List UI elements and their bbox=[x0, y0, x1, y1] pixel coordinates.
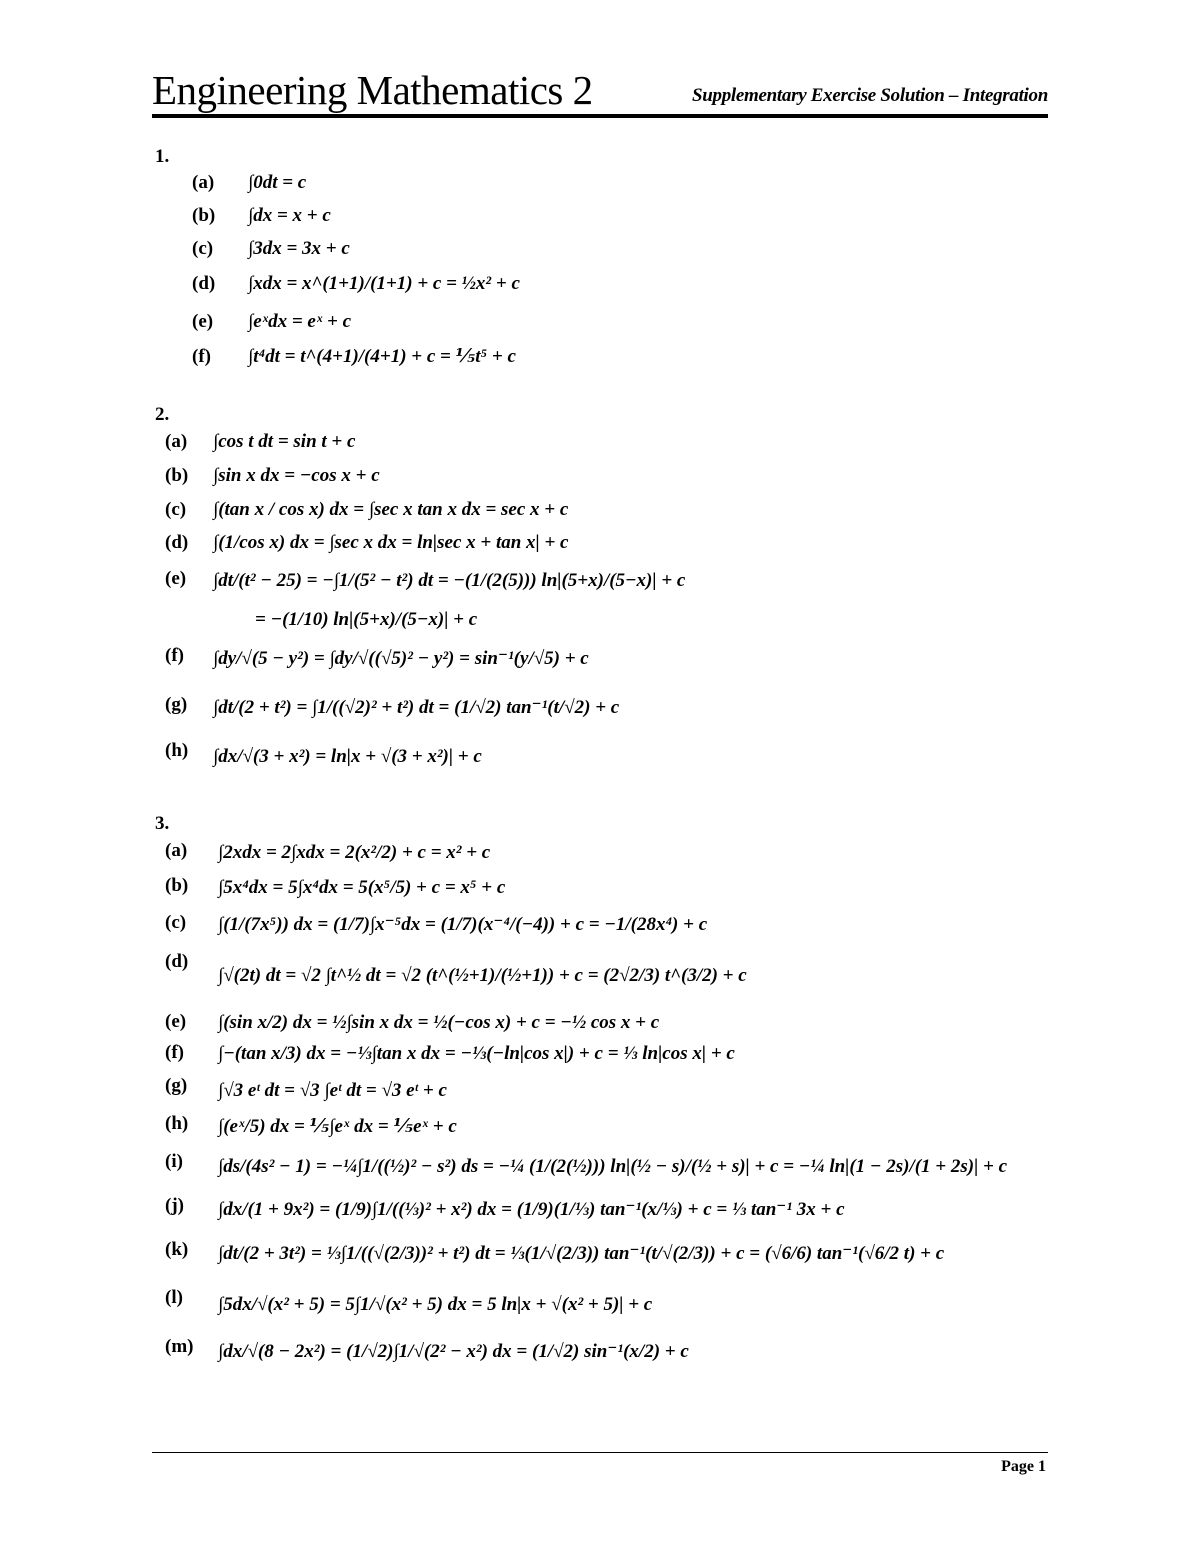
document-title: Engineering Mathematics 2 bbox=[152, 67, 593, 113]
equation: ∫√3 eᵗ dt = √3 ∫eᵗ dt = √3 eᵗ + c bbox=[218, 1080, 447, 1101]
item-label: (a) bbox=[165, 431, 188, 452]
equation: ∫xdx = x^(1+1)/(1+1) + c = ½x² + c bbox=[248, 273, 520, 294]
item-label: (j) bbox=[165, 1195, 184, 1216]
item-label: (d) bbox=[165, 951, 189, 972]
equation: ∫dx = x + c bbox=[248, 205, 331, 226]
item-label: (e) bbox=[165, 568, 187, 589]
item-label: (k) bbox=[165, 1239, 189, 1260]
item-label: (c) bbox=[192, 238, 214, 259]
item-label: (l) bbox=[165, 1287, 183, 1308]
equation: ∫dt/(t² − 25) = −∫1/(5² − t²) dt = −(1/(2(5))) ln|(5+x)/(5−x)| + c bbox=[213, 570, 686, 591]
equation: ∫(sin x/2) dx = ½∫sin x dx = ½(−cos x) + c = −½ cos x + c bbox=[218, 1012, 660, 1033]
equation: ∫dy/√(5 − y²) = ∫dy/√((√5)² − y²) = sin⁻¹(y/√5) + c bbox=[213, 648, 589, 669]
item-label: (d) bbox=[165, 532, 189, 553]
item-label: (i) bbox=[165, 1151, 183, 1172]
equation: ∫(eˣ/5) dx = ⅕∫eˣ dx = ⅕eˣ + c bbox=[218, 1116, 457, 1137]
equation: ∫(1/cos x) dx = ∫sec x dx = ln|sec x + tan x| + c bbox=[213, 532, 569, 553]
item-label: (a) bbox=[165, 840, 188, 861]
item-label: (b) bbox=[165, 875, 189, 896]
item-label: (c) bbox=[165, 499, 187, 520]
equation: ∫cos t dt = sin t + c bbox=[213, 431, 356, 452]
equation: ∫dt/(2 + t²) = ∫1/((√2)² + t²) dt = (1/√2) tan⁻¹(t/√2) + c bbox=[213, 697, 620, 718]
equation: ∫2xdx = 2∫xdx = 2(x²/2) + c = x² + c bbox=[218, 842, 491, 863]
item-label: (f) bbox=[165, 1042, 184, 1063]
footer-rule bbox=[152, 1452, 1048, 1453]
item-label: (h) bbox=[165, 1113, 189, 1134]
item-label: (b) bbox=[165, 465, 189, 486]
section-2-number: 2. bbox=[155, 404, 170, 425]
page-header bbox=[152, 66, 1048, 120]
item-label: (b) bbox=[192, 205, 216, 226]
equation: ∫dx/√(8 − 2x²) = (1/√2)∫1/√(2² − x²) dx = (1/√2) sin⁻¹(x/2) + c bbox=[218, 1341, 689, 1362]
item-label: (f) bbox=[192, 346, 211, 367]
equation: ∫dx/(1 + 9x²) = (1/9)∫1/((⅓)² + x²) dx = (1/9)(1/⅓) tan⁻¹(x/⅓) + c = ⅓ tan⁻¹ 3x + c bbox=[218, 1199, 845, 1220]
equation: ∫−(tan x/3) dx = −⅓∫tan x dx = −⅓(−ln|cos x|) + c = ⅓ ln|cos x| + c bbox=[218, 1043, 735, 1064]
item-label: (f) bbox=[165, 645, 184, 666]
item-label: (g) bbox=[165, 694, 188, 715]
equation: ∫5x⁴dx = 5∫x⁴dx = 5(x⁵/5) + c = x⁵ + c bbox=[218, 877, 506, 898]
equation: ∫(tan x / cos x) dx = ∫sec x tan x dx = sec x + c bbox=[213, 499, 569, 520]
equation: ∫sin x dx = −cos x + c bbox=[213, 465, 380, 486]
item-label: (m) bbox=[165, 1336, 194, 1357]
document-subtitle: Supplementary Exercise Solution – Integration bbox=[692, 85, 1048, 106]
equation: ∫t⁴dt = t^(4+1)/(4+1) + c = ⅕t⁵ + c bbox=[248, 346, 516, 367]
item-label: (e) bbox=[192, 311, 214, 332]
item-label: (h) bbox=[165, 740, 189, 761]
equation: ∫dt/(2 + 3t²) = ⅓∫1/((√(2/3))² + t²) dt = ⅓(1/√(2/3)) tan⁻¹(t/√(2/3)) + c = (√6/6) tan⁻¹(√6/2 t) + c bbox=[218, 1243, 945, 1264]
item-label: (c) bbox=[165, 912, 187, 933]
item-label: (a) bbox=[192, 172, 215, 193]
equation: ∫ds/(4s² − 1) = −¼∫1/((½)² − s²) ds = −¼ (1/(2(½))) ln|(½ − s)/(½ + s)| + c = −¼ ln|(1 − 2s)/(1 + 2s)| + c bbox=[218, 1156, 1008, 1177]
item-label: (d) bbox=[192, 273, 216, 294]
equation: ∫(1/(7x⁵)) dx = (1/7)∫x⁻⁵dx = (1/7)(x⁻⁴/(−4)) + c = −1/(28x⁴) + c bbox=[218, 914, 708, 935]
item-label: (e) bbox=[165, 1011, 187, 1032]
equation: ∫dx/√(3 + x²) = ln|x + √(3 + x²)| + c bbox=[213, 746, 482, 767]
section-1-number: 1. bbox=[155, 146, 170, 167]
equation: ∫3dx = 3x + c bbox=[248, 238, 350, 259]
item-label: (g) bbox=[165, 1075, 188, 1096]
equation: ∫5dx/√(x² + 5) = 5∫1/√(x² + 5) dx = 5 ln|x + √(x² + 5)| + c bbox=[218, 1294, 653, 1315]
header-rule bbox=[152, 114, 1048, 118]
equation: ∫eˣdx = eˣ + c bbox=[248, 311, 352, 332]
equation-continuation: = −(1/10) ln|(5+x)/(5−x)| + c bbox=[255, 609, 478, 630]
section-3-number: 3. bbox=[155, 813, 170, 834]
page-number: Page 1 bbox=[1001, 1458, 1046, 1475]
equation: ∫√(2t) dt = √2 ∫t^½ dt = √2 (t^(½+1)/(½+1)) + c = (2√2/3) t^(3/2) + c bbox=[218, 965, 747, 986]
equation: ∫0dt = c bbox=[248, 172, 307, 193]
